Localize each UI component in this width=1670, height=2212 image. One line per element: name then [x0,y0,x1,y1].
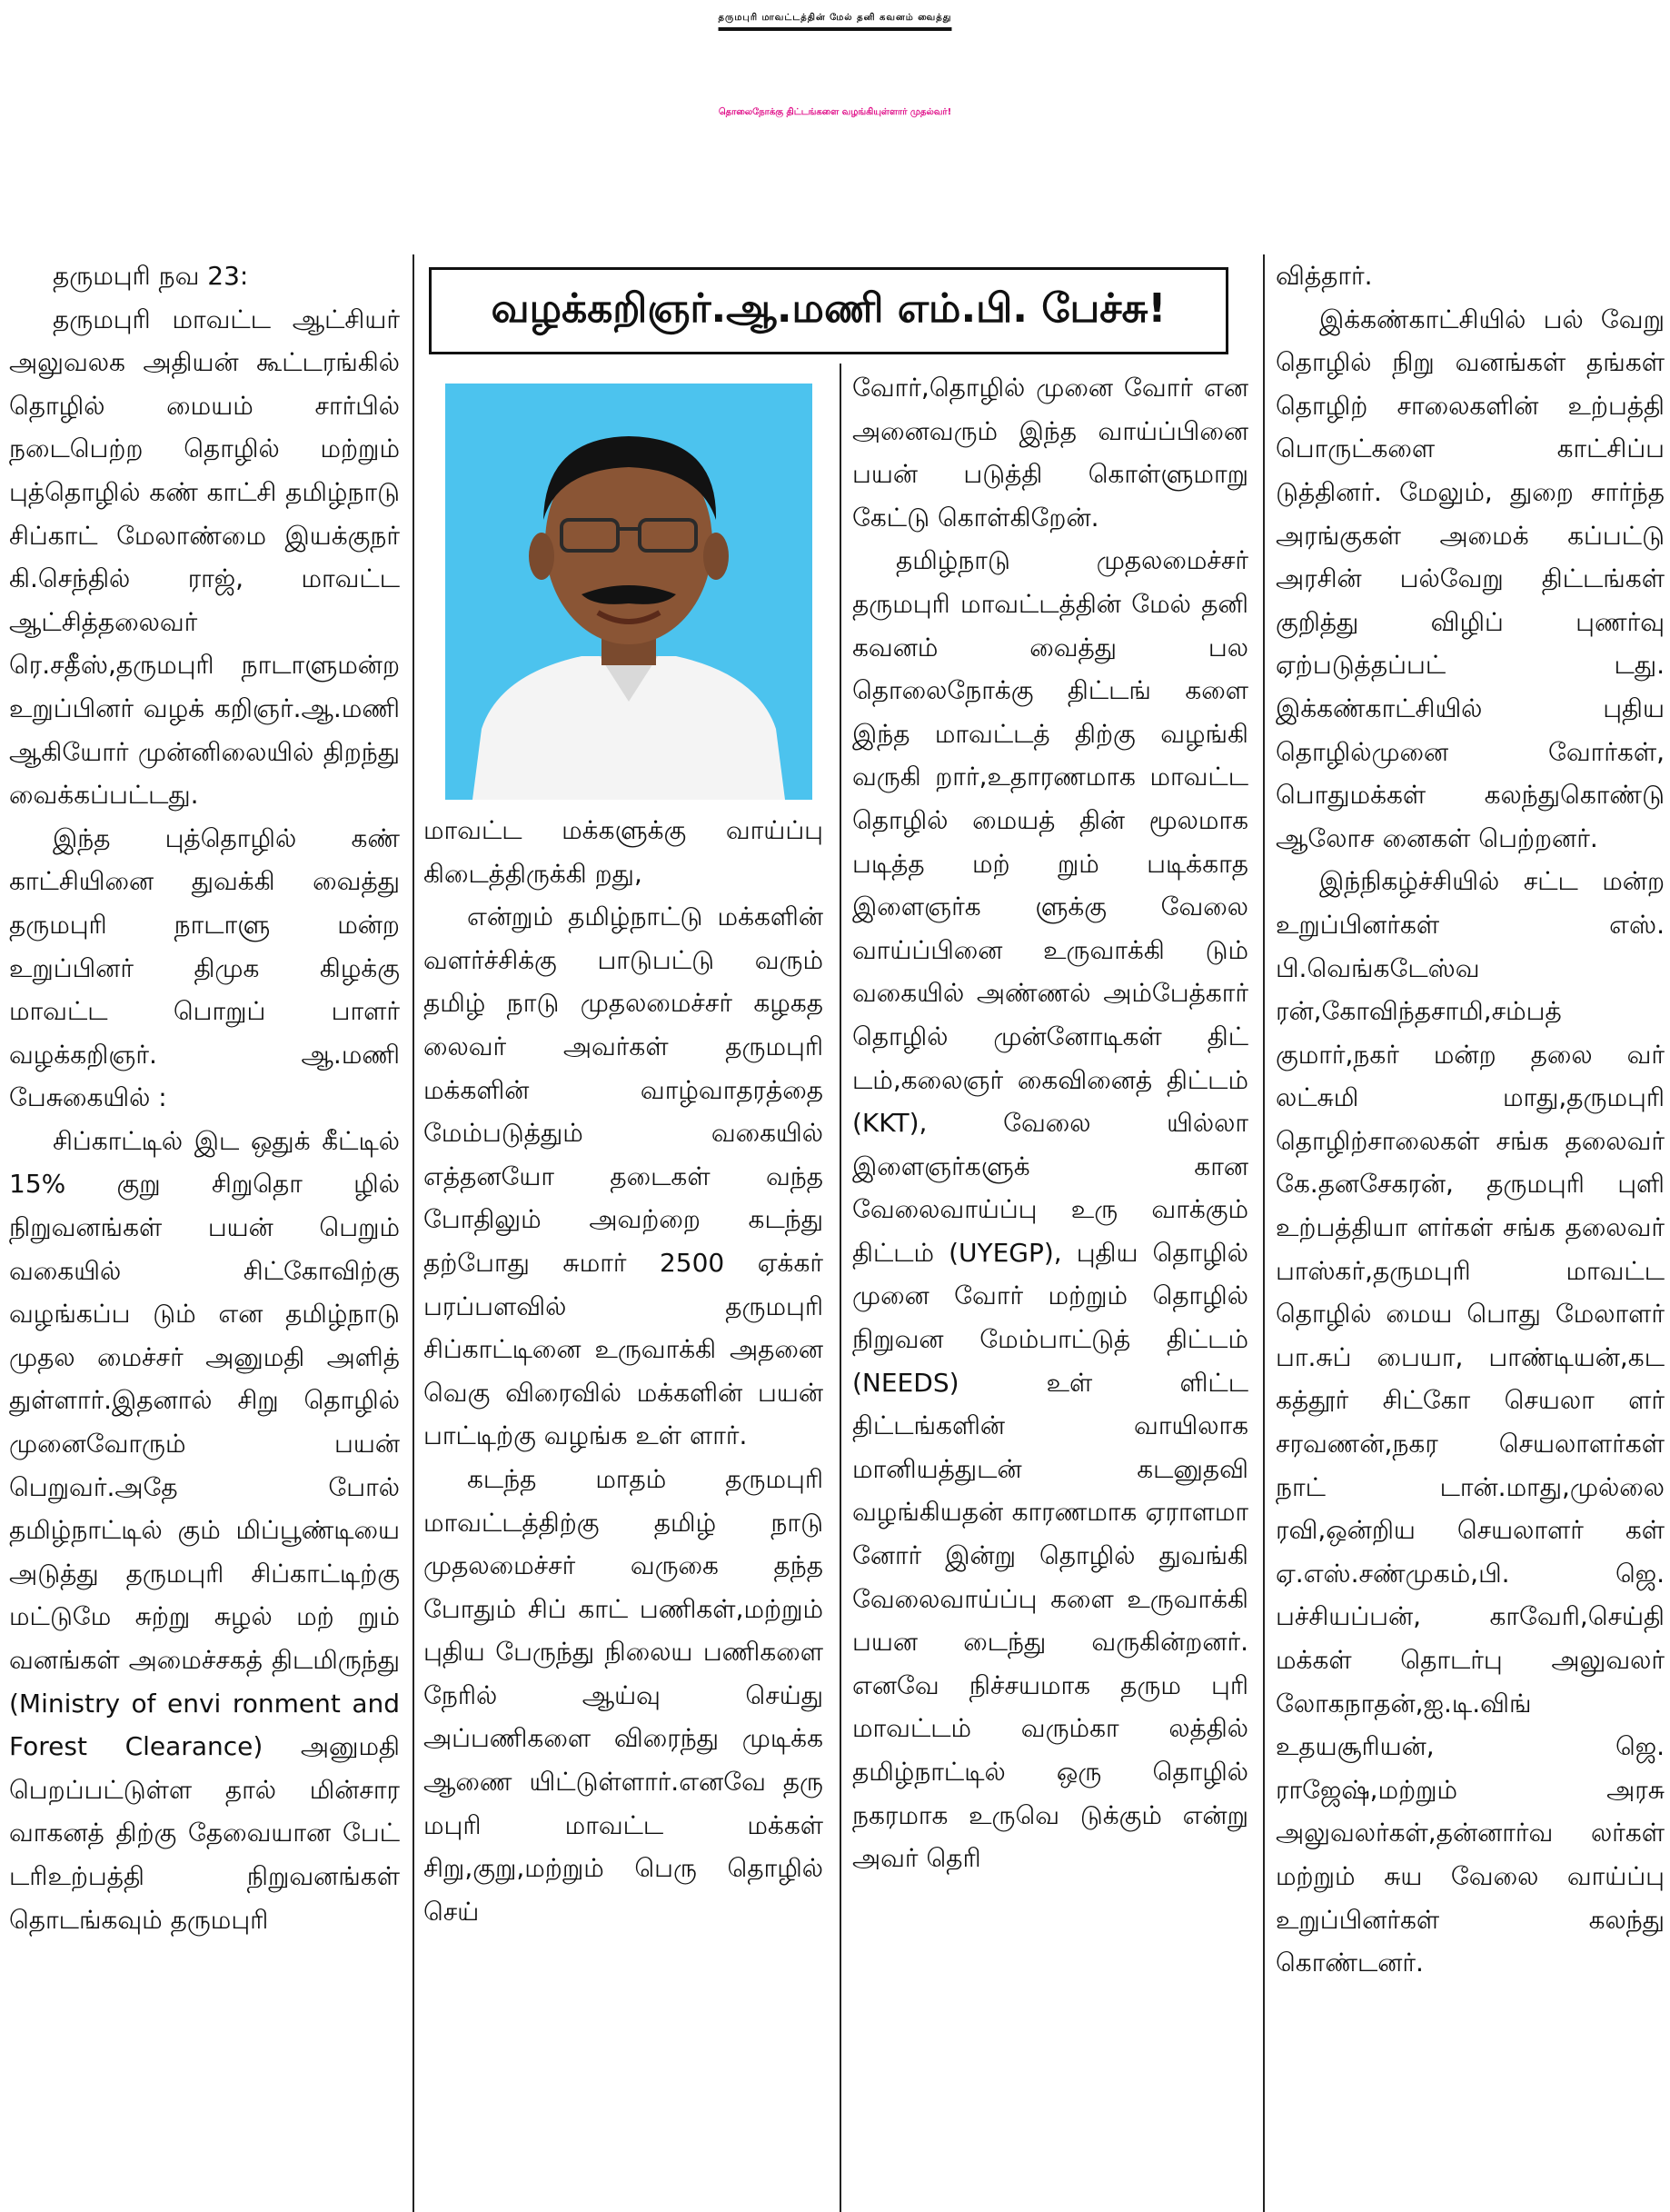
paragraph: இந்த புத்தொழில் கண் காட்சியினை துவக்கி வைத்து தருமபுரி நாடாளு மன்ற உறுப்பினர் திமுக கிழக்கு மாவட்ட பொறுப் பாளர் வழக்கறிஞர். ஆ.மணி பேசுகையில் : [9,822,400,1113]
column-divider [1263,254,1265,2212]
speaker-photo [445,384,812,800]
paragraph: மாவட்ட மக்களுக்கு வாய்ப்பு கிடைத்திருக்கி றது, [423,815,823,889]
column-divider [413,254,414,2212]
paragraph: வோர்,தொழில் முனை வோர் என அனைவரும் இந்த வாய்ப்பினை பயன் படுத்தி கொள்ளுமாறு கேட்டு கொள்கிறேன். [852,373,1248,533]
article-column-2 [423,809,823,2208]
dateline: தருமபுரி நவ 23: [53,261,249,291]
paragraph: கடந்த மாதம் தருமபுரி மாவட்டத்திற்கு தமிழ் நாடு முதலமைச்சர் வருகை தந்த போதும் சிப் காட் பணிகள்,மற்றும் புதிய பேருந்து நிலைய பணிகளை நேரில் ஆய்வு செய்து அப்பணிகளை விரைந்து முடிக்க ஆணை யிட்டுள்ளார்.எனவே தரு மபுரி மாவட்ட மக்கள் சிறு,குறு,மற்றும் பெரு தொழில் செய் [423,1463,823,1927]
article-column-4 [1276,254,1665,2208]
main-headline: தொலைநோக்கு திட்டங்களை வழங்கியுள்ளார் முதல்வர்! [718,107,952,117]
subheadline: வழக்கறிஞர்.ஆ.மணி எம்.பி. பேச்சு! [491,284,1167,332]
article-column-3 [852,366,1248,2207]
paragraph: இந்நிகழ்ச்சியில் சட்ட மன்ற உறுப்பினர்கள் எஸ். பி.வெங்கடேஸ்வ ரன்,கோவிந்தசாமி,சம்பத் குமார்,நகர் மன்ற தலை வர் லட்சுமி மாது,தருமபுரி தொழிற்சாலைகள் சங்க தலைவர் கே.தனசேகரன், தருமபுரி புளி உற்பத்தியா ளர்கள் சங்க தலைவர் பாஸ்கர்,தருமபுரி மாவட்ட தொழில் மைய பொது மேலாளர் பா.சுப் பையா, பாண்டியன்,கட கத்தூர் சிட்கோ செயலா ளர் சரவணன்,நகர செயலாளர்கள் நாட் டான்.மாது,முல்லை ரவி,ஒன்றிய செயலாளர் கள் ஏ.எஸ்.சண்முகம்,பி. ஜெ. பச்சியப்பன், காவேரி,செய்தி மக்கள் தொடர்பு அலுவலர் லோகநாதன்,ஐ.டி.விங் உதயசூரியன், ஜெ. ராஜேஷ்,மற்றும் அரசு அலுவலர்கள்,தன்னார்வ லர்கள் மற்றும் சுய வேலை வாய்ப்பு உறுப்பினர்கள் கலந்து கொண்டனர். [1276,866,1665,1978]
kicker-headline [0,13,1670,24]
kicker-text: தருமபுரி மாவட்டத்தின் மேல் தனி கவனம் வைத்து [718,13,952,23]
paragraph: தமிழ்நாடு முதலமைச்சர் தருமபுரி மாவட்டத்தின் மேல் தனி கவனம் வைத்து பல தொலைநோக்கு திட்டங் களை இந்த மாவட்டத் திற்கு வழங்கி வருகி றார்,உதாரணமாக மாவட்ட தொழில் மையத் தின் மூலமாக படித்த மற் றும் படிக்காத இளைஞர்க ளுக்கு வேலை வாய்ப்பினை உருவாக்கி டும் வகையில் அண்ணல் அம்பேத்கார் தொழில் முன்னோடிகள் திட் டம்,கலைஞர் கைவினைத் திட்டம் (KKT), வேலை யில்லா இளைஞர்களுக் கான வேலைவாய்ப்பு உரு வாக்கும் திட்டம் (UYEGP), புதிய தொழில் முனை வோர் மற்றும் தொழில் நிறுவன மேம்பாட்டுத் திட்டம் (NEEDS) உள் ளிட்ட திட்டங்களின் வாயிலாக மானியத்துடன் கடனுதவி வழங்கியதன் காரணமாக ஏராளமா னோர் இன்று தொழில் துவங்கி வேலைவாய்ப்பு களை உருவாக்கி பயன டைந்து வருகின்றனர். எனவே நிச்சயமாக தரும புரி மாவட்டம் வரும்கா லத்தில் தமிழ்நாட்டில் ஒரு தொழில் நகரமாக உருவெ டுக்கும் என்று அவர் தெரி [852,545,1248,1874]
paragraph: என்றும் தமிழ்நாட்டு மக்களின் வளர்ச்சிக்கு பாடுபட்டு வரும் தமிழ் நாடு முதலமைச்சர் கழகத லைவர் அவர்கள் தருமபுரி மக்களின் வாழ்வாதரத்தை மேம்படுத்தும் வகையில் எத்தனயோ தடைகள் வந்த போதிலும் அவற்றை கடந்து தற்போது சுமார் 2500 ஏக்கர் பரப்பளவில் தருமபுரி சிப்காட்டினை உருவாக்கி அதனை வெகு விரைவில் மக்களின் பயன் பாட்டிற்கு வழங்க உள் ளார். [423,902,823,1451]
portrait-photo-icon [445,384,812,800]
paragraph: வித்தார். [1276,261,1373,291]
subheadline-box [429,267,1228,354]
column-divider [840,364,841,2212]
paragraph: தருமபுரி மாவட்ட ஆட்சியர் அலுவலக அதியன் கூட்டரங்கில் தொழில் மையம் சார்பில் நடைபெற்ற தொழில் மற்றும் புத்தொழில் கண் காட்சி தமிழ்நாடு சிப்காட் மேலாண்மை இயக்குநர் கி.செந்தில் ராஜ், மாவட்ட ஆட்சித்தலைவர் ரெ.சதீஸ்,தருமபுரி நாடாளுமன்ற உறுப்பினர் வழக் கறிஞர்.ஆ.மணி ஆகியோர் முன்னிலையில் திறந்து வைக்கப்பட்டது. [9,304,400,811]
paragraph: சிப்காட்டில் இட ஒதுக் கீட்டில் 15% குறு சிறுதொ ழில் நிறுவனங்கள் பயன் பெறும் வகையில் சிட்கோவிற்கு வழங்கப்ப டும் என தமிழ்நாடு முதல மைச்சர் அனுமதி அளித் துள்ளார்.இதனால் சிறு தொழில் முனைவோரும் பயன் பெறுவர்.அதே போல் தமிழ்நாட்டில் கும் மிப்பூண்டியை அடுத்து தருமபுரி சிப்காட்டிற்கு மட்டுமே சுற்று சுழல் மற் றும் வனங்கள் அமைச்சகத் திடமிருந்து (Ministry of envi ronment and Forest Clearance) அனுமதி பெறப்பட்டுள்ள தால் மின்சார வாகனத் திற்கு தேவையான பேட் டரிஉற்பத்தி நிறுவனங்கள் தொடங்கவும் தருமபுரி [9,1125,400,1935]
article-column-1 [9,254,400,2208]
paragraph: இக்கண்காட்சியில் பல் வேறு தொழில் நிறு வனங்கள் தங்கள் தொழிற் சாலைகளின் உற்பத்தி பொருட்களை காட்சிப்ப டுத்தினர். மேலும், துறை சார்ந்த அரங்குகள் அமைக் கப்பட்டு அரசின் பல்வேறு திட்டங்கள் குறித்து விழிப் புணர்வு ஏற்படுத்தப்பட் டது. இக்கண்காட்சியில் புதிய தொழில்முனை வோர்கள், பொதுமக்கள் கலந்துகொண்டு ஆலோச னைகள் பெற்றனர். [1276,304,1665,853]
